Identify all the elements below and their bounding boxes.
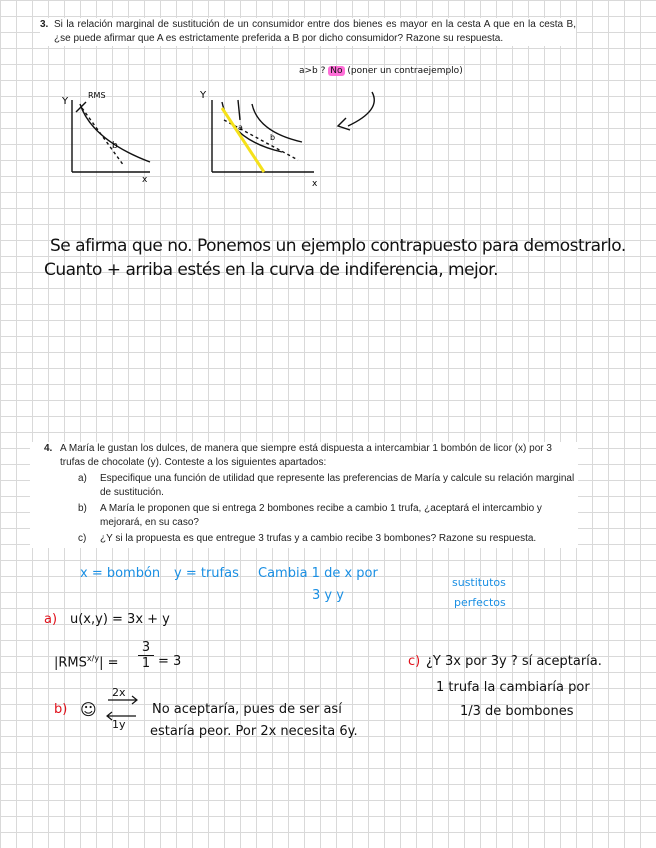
graph-2-y-label: Y xyxy=(200,90,207,101)
graph-2-x-label: x xyxy=(312,179,318,189)
q3-answer-line-2: Cuanto + arriba estés en la curva de indiferencia, mejor. xyxy=(44,260,498,280)
graph-1-rms-tick xyxy=(76,102,86,112)
q3-note-suffix: (poner un contraejemplo) xyxy=(347,66,463,76)
question-4-number: 4. xyxy=(44,443,53,454)
question-4-text: A María le gustan los dulces, de manera que siempre está dispuesta a intercambiar 1 bombón de licor (x) por 3 trufas de chocolate (y). Conteste a los siguientes apartados: xyxy=(60,443,552,468)
graph-2-tick xyxy=(238,100,240,120)
blue-cambia-2: 3 y y xyxy=(312,588,344,603)
item-c-label: c) xyxy=(78,533,87,544)
item-c-text: ¿Y si la propuesta es que entregue 3 trufas y a cambio recibe 3 bombones? Razone su respuesta. xyxy=(100,533,537,544)
graph-2-curve-low xyxy=(222,102,282,152)
note-arrowhead xyxy=(338,118,350,130)
b-label: b) xyxy=(54,702,68,717)
blue-sustitutos: sustitutos xyxy=(452,576,506,589)
c-question: ¿Y 3x por 3y ? sí aceptaría. xyxy=(426,654,602,669)
rms-fraction xyxy=(138,640,154,671)
graph-1-tangent xyxy=(82,108,124,166)
graph-1 xyxy=(72,100,150,172)
c-answer-2: 1/3 de bombones xyxy=(460,704,574,719)
c-label: c) xyxy=(408,654,421,669)
rms-close: | = xyxy=(99,655,119,671)
question-3-text: Si la relación marginal de sustitución de un consumidor entre dos bienes es mayor en la cesta A que en la cesta B, ¿se puede afirmar que A es estrictamente preferida a B por dicho consumidor? Razone su respuesta. xyxy=(54,19,576,44)
graph-2-point-b: b xyxy=(270,133,276,142)
graph-2 xyxy=(212,100,314,172)
blue-x-def: x = bombón xyxy=(80,566,161,581)
c-answer-1: 1 trufa la cambiaría por xyxy=(436,680,590,695)
graph-1-x-label: x xyxy=(142,175,148,185)
question-4-item-b xyxy=(78,502,578,530)
question-3-number: 3. xyxy=(40,19,49,30)
blue-y-def: y = trufas xyxy=(174,566,239,581)
item-b-label: b) xyxy=(78,503,87,514)
question-4 xyxy=(30,442,578,548)
item-a-text: Especifique una función de utilidad que represente las preferencias de María y calcule su relación marginal de sustitución. xyxy=(100,473,575,498)
note-arrow xyxy=(348,92,374,126)
rms-denominator: 1 xyxy=(141,656,151,671)
rms-numerator: 3 xyxy=(138,640,154,656)
q3-note-prefix: a>b ? xyxy=(299,66,326,76)
graph-1-y-label: Y xyxy=(62,96,69,107)
a-utility-function: u(x,y) = 3x + y xyxy=(70,612,170,627)
graph-2-point-a: a xyxy=(238,123,243,132)
item-a-label: a) xyxy=(78,473,87,484)
blue-perfectos: perfectos xyxy=(454,596,506,609)
rms-lhs: |RMS xyxy=(54,655,87,671)
question-4-item-a xyxy=(78,472,578,500)
b-bottom: 1y xyxy=(112,718,126,731)
item-b-text: A María le proponen que si entrega 2 bombones recibe a cambio 1 trufa, ¿aceptará el intercambio y mejorará, en su caso? xyxy=(100,503,542,528)
question-4-item-c xyxy=(78,532,578,546)
blue-cambia-1: Cambia 1 de x por xyxy=(258,566,378,581)
rms-result: = 3 xyxy=(158,654,182,669)
rms-expression xyxy=(54,654,118,670)
rms-sub: x/y xyxy=(86,654,100,663)
graph-1-rms-label: RMS xyxy=(88,91,106,100)
graph-1-point-b: b xyxy=(112,141,118,151)
b-top: 2x xyxy=(112,686,126,699)
b-answer-2: estaría peor. Por 2x necesita 6y. xyxy=(150,724,358,739)
b-answer-1: No aceptaría, pues de ser así xyxy=(152,702,342,717)
q3-answer-line-1: Se afirma que no. Ponemos un ejemplo contrapuesto para demostrarlo. xyxy=(50,236,626,256)
a-label: a) xyxy=(44,612,58,627)
graph-2-curve-high xyxy=(252,104,302,142)
q3-note-highlight: No xyxy=(330,66,343,76)
question-4-items xyxy=(78,472,578,546)
person-icon: ☺ xyxy=(80,700,97,719)
